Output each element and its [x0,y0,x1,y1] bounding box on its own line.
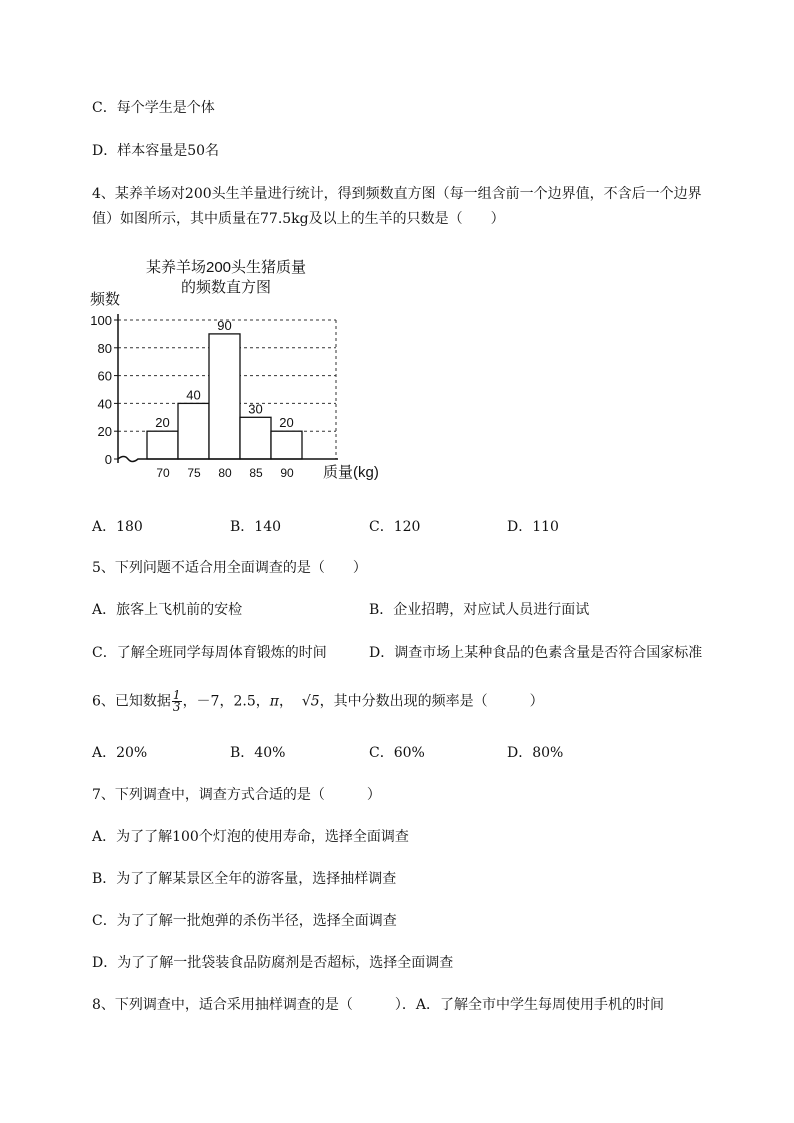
y-tick-label: 40 [97,396,112,412]
q6-sqrt: √5 [301,693,320,710]
q4-option-c: C．120 [369,519,421,535]
chart-title-line1: 某养羊场200头生猪质量 [145,259,307,276]
chart-title-line2: 的频数直方图 [180,279,272,296]
q5-option-a: A．旅客上飞机前的安检 [92,602,243,618]
histogram-bar [209,334,240,459]
q7-option-b: B．为了了解某景区全年的游客量，选择抽样调查 [92,871,397,887]
y-tick-label: 60 [97,368,112,384]
histogram-bar [178,403,209,459]
q6-prefix: 6、已知数据 [92,693,171,710]
q6-fraction [172,690,182,713]
q4-stem-line2: 值）如图所示，其中质量在77.5kg及以上的生羊的只数是（ ） [92,211,505,227]
q6-option-b: B．40% [230,745,286,761]
q4-stem-line1: 4、某养羊场对200头生羊量进行统计，得到频数直方图（每一组含前一个边界值，不含后一个边界 [92,186,702,202]
q4-option-a: A．180 [92,519,143,535]
x-tick-label: 80 [218,466,232,480]
q8-stem: 8、下列调查中，适合采用抽样调查的是（ ）．A．了解全市中学生每周使用手机的时间 [92,997,665,1013]
q6-comma: ， [278,693,293,710]
bar-value-label: 20 [155,415,170,431]
y-tick-label: 80 [97,340,112,356]
q7-stem: 7、下列调查中，调查方式合适的是（ ） [92,787,381,803]
q7-option-d: D．为了了解一批袋装食品防腐剂是否超标，选择全面调查 [92,955,454,971]
q5-option-c: C．了解全班同学每周体育锻炼的时间 [92,645,327,661]
bar-value-label: 90 [217,317,232,333]
q7-option-c: C．为了了解一批炮弹的杀伤半径，选择全面调查 [92,913,397,929]
q5-option-b: B．企业招聘，对应试人员进行面试 [369,602,590,618]
x-tick-label: 90 [280,466,294,480]
frequency-histogram [88,252,388,488]
q6-stem [92,690,544,713]
q5-option-d: D．调查市场上某种食品的色素含量是否符合国家标准 [369,645,703,661]
histogram-bar [271,431,302,459]
bar-value-label: 40 [186,387,201,403]
q6-option-c: C．60% [369,745,425,761]
q6-frac-numerator: 1 [172,688,181,702]
histogram-bar [240,417,271,459]
y-tick-label: 20 [97,424,112,440]
chart-y-axis-label: 频数 [90,291,121,308]
histogram-bar [147,431,178,459]
y-tick-label: 100 [90,313,112,328]
q4-option-d: D．110 [507,519,559,535]
q3-option-c: C．每个学生是个体 [92,100,215,116]
x-tick-label: 75 [187,466,201,480]
q5-stem: 5、下列问题不适合用全面调查的是（ ） [92,560,367,576]
chart-x-axis-label: 质量(kg) [323,464,379,481]
q6-middle: ，－7，2.5， [182,693,270,710]
bar-value-label: 20 [279,415,294,431]
x-tick-label: 85 [249,466,263,480]
q6-suffix: ，其中分数出现的频率是（ ） [319,693,544,710]
q6-frac-denominator: 3 [172,700,181,714]
q7-option-a: A．为了了解100个灯泡的使用寿命，选择全面调查 [92,829,409,845]
q4-option-b: B．140 [230,519,282,535]
y-tick-label: 0 [104,452,112,467]
q3-option-d: D．样本容量是50名 [92,143,220,159]
bar-value-label: 30 [248,401,263,417]
x-tick-label: 70 [156,466,170,480]
q6-option-a: A．20% [92,745,148,761]
q6-option-d: D．80% [507,745,564,761]
q6-pi: π [269,693,279,710]
